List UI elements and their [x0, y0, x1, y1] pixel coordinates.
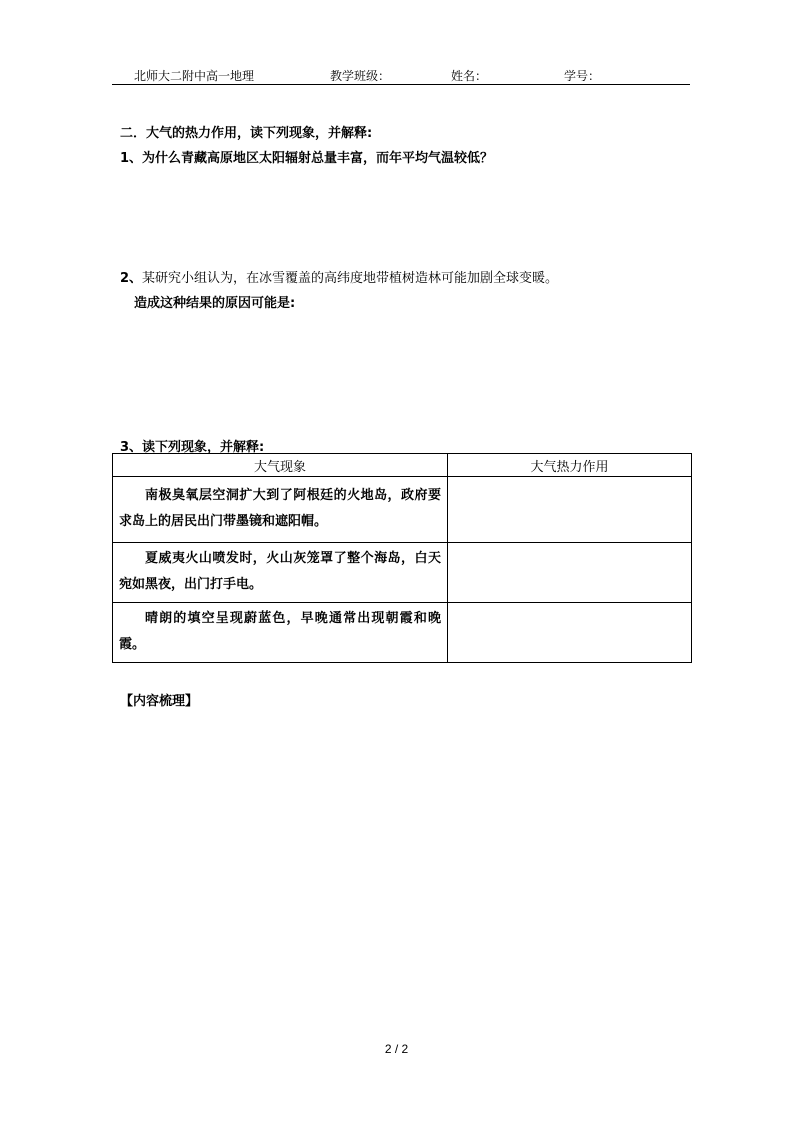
phenomenon-cell: 夏威夷火山喷发时，火山灰笼罩了整个海岛，白天宛如黑夜，出门打手电。	[113, 543, 448, 603]
question-2-number: 2、	[120, 271, 143, 286]
table-header-phenomenon: 大气现象	[113, 454, 448, 477]
table-row	[113, 477, 692, 543]
header-school: 北师大二附中高一地理	[134, 69, 255, 83]
table-row	[113, 543, 692, 603]
question-2-text: 某研究小组认为，在冰雪覆盖的高纬度地带植树造林可能加剧全球变暖。	[142, 271, 559, 286]
page-number: 2 / 2	[384, 1042, 409, 1056]
phenomenon-cell: 晴朗的填空呈现蔚蓝色，早晚通常出现朝霞和晚霞。	[113, 603, 448, 663]
table-header-row	[113, 454, 692, 477]
table-header-effect: 大气热力作用	[448, 454, 692, 477]
header-class-label: 教学班级：	[330, 69, 391, 83]
section-title: 二．大气的热力作用，读下列现象，并解释:	[120, 126, 373, 141]
page-header	[112, 66, 690, 85]
effect-answer-cell[interactable]	[448, 477, 692, 543]
question-3: 3、读下列现象，并解释:	[120, 440, 265, 455]
question-1: 1、为什么青藏高原地区太阳辐射总量丰富，而年平均气温较低？	[120, 151, 494, 166]
effect-answer-cell[interactable]	[448, 603, 692, 663]
question-2-line-2: 造成这种结果的原因可能是:	[134, 296, 296, 311]
table-row	[113, 603, 692, 663]
phenomenon-cell: 南极臭氧层空洞扩大到了阿根廷的火地岛，政府要求岛上的居民出门带墨镜和遮阳帽。	[113, 477, 448, 543]
effect-answer-cell[interactable]	[448, 543, 692, 603]
question-2	[120, 267, 558, 286]
phenomena-table	[112, 453, 692, 663]
header-name-label: 姓名：	[451, 69, 488, 83]
content-summary-heading: 【内容梳理】	[120, 694, 199, 709]
header-id-label: 学号：	[564, 69, 601, 83]
